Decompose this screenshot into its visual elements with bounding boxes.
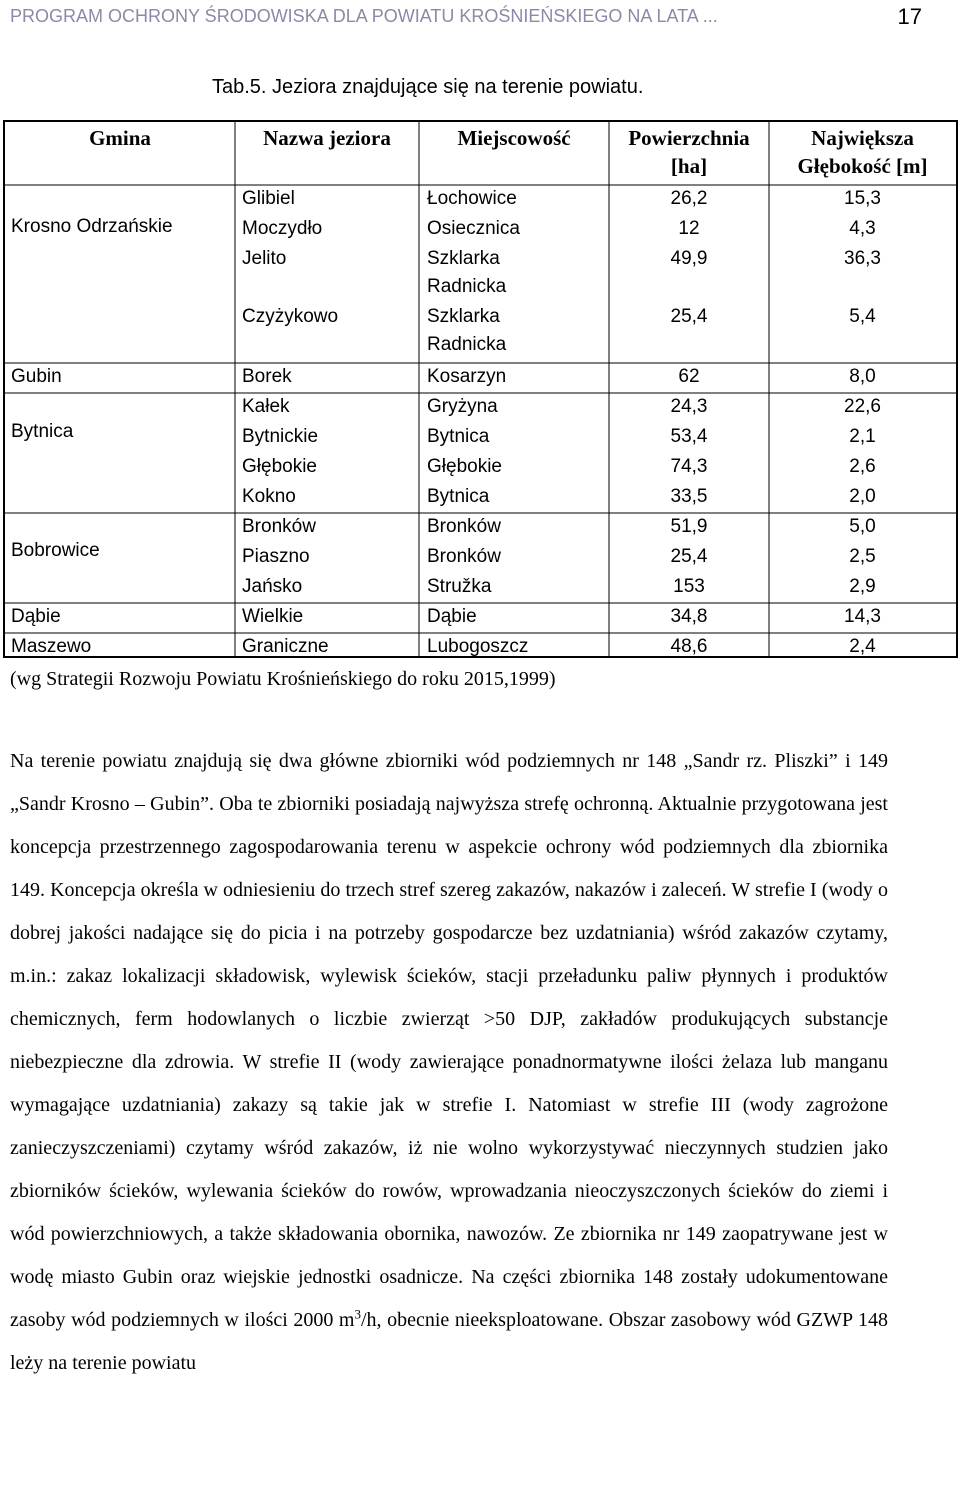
- paragraph-text-part-2: /h, obecnie nieeksploatowane. Obszar zasobowy wód GZWP 148 leży na terenie powiatu: [10, 1309, 888, 1374]
- running-title: PROGRAM OCHRONY ŚRODOWISKA DLA POWIATU KROŚNIEŃSKIEGO NA LATA ...: [10, 6, 718, 26]
- area-cell: 25,4: [670, 546, 708, 567]
- header-depth-unit: Głębokość [m]: [797, 154, 928, 178]
- header-depth: Największa: [811, 126, 914, 150]
- depth-cell: 15,3: [844, 188, 881, 209]
- locality-cell: Gryżyna: [427, 396, 498, 417]
- area-cell: 34,8: [670, 606, 708, 627]
- gmina-cell: Bytnica: [11, 421, 74, 442]
- lakes-table: [3, 120, 958, 658]
- depth-cell: 5,4: [849, 306, 876, 327]
- paragraph-text: [10, 740, 888, 1385]
- locality-cell: Stružka: [427, 576, 492, 597]
- lake-name-cell: Kokno: [242, 486, 296, 507]
- paragraph-text-part-1: Na terenie powiatu znajdują się dwa główne zbiorniki wód podziemnych nr 148 „Sandr rz. Pliszki” i 149 „Sandr Krosno – Gubin”. Oba te zbiorniki posiadają najwyższa strefę ochronną. Aktualnie przygotowana jest koncepcja przestrzennego zagospodarowania terenu w aspekcie ochrony wód podziemnych dla zbiornika 149. Koncepcja określa w odniesieniu do trzech stref szereg zakazów, nakazów i zaleceń. W strefie I (wody o dobrej jakości nadające się do picia i na potrzeby gospodarcze bez uzdatniania) wśród zakazów czytamy, m.in.: zakaz lokalizacji składowisk, wylewisk ścieków, stacji przeładunku paliw płynnych i produktów chemicznych, ferm hodowlanych o liczbie zwierząt >50 DJP, zakładów produkujących substancje niebezpieczne dla zdrowia. W strefie II (wody zawierające ponadnormatywne ilości żelaza lub manganu wymagające uzdatniania) zakazy są takie jak w strefie I. Natomiast w strefie III (wody zagrożone zanieczyszczeniami) czytamy wśród zakazów, iż nie wolno wykorzystywać nieczynnych studzien jako zbiorników ścieków, wylewania ścieków do rowów, wprowadzania nieoczyszczonych ścieków do ziemi i wód powierzchniowych, a także składowania obornika, nawozów. Ze zbiornika nr 149 zaopatrywane jest w wodę miasto Gubin oraz wiejskie jednostki osadnicze. Na części zbiornika 148 zostały udokumentowane zasoby wód podziemnych w ilości 2000 m: [10, 750, 888, 1331]
- depth-cell: 22,6: [844, 396, 881, 417]
- area-cell: 51,9: [670, 516, 708, 537]
- locality-cell: Lubogoszcz: [427, 636, 529, 657]
- area-cell: 49,9: [670, 248, 708, 269]
- lake-name-cell: Kałek: [242, 396, 290, 417]
- lake-name-cell: Piaszno: [242, 546, 310, 567]
- depth-cell: 2,9: [849, 576, 876, 597]
- locality-cell: Szklarka: [427, 306, 500, 327]
- locality-cell: Bytnica: [427, 486, 490, 507]
- table-caption: Tab.5. Jeziora znajdujące się na terenie powiatu.: [212, 76, 644, 98]
- depth-cell: 2,5: [849, 546, 876, 567]
- locality-cell: Głębokie: [427, 456, 502, 477]
- locality-cell: Osiecznica: [427, 218, 520, 239]
- lake-name-cell: Bronków: [242, 516, 316, 537]
- locality-cell: Bytnica: [427, 426, 490, 447]
- running-header: [10, 4, 950, 34]
- locality-cell: Łochowice: [427, 188, 517, 209]
- header-gmina: Gmina: [89, 126, 151, 150]
- lake-name-cell: Jańsko: [242, 576, 303, 597]
- header-area-unit: [ha]: [670, 154, 708, 178]
- depth-cell: 4,3: [849, 218, 876, 239]
- area-cell: 74,3: [670, 456, 708, 477]
- lake-name-cell: Głębokie: [242, 456, 317, 477]
- area-cell: 33,5: [670, 486, 708, 507]
- locality-cell-line2: Radnicka: [427, 276, 507, 297]
- depth-cell: 14,3: [844, 606, 881, 627]
- area-cell: 62: [678, 366, 700, 387]
- depth-cell: 5,0: [849, 516, 876, 537]
- depth-cell: 2,1: [849, 426, 876, 447]
- header-locality: Miejscowość: [457, 126, 571, 150]
- header-lake-name: Nazwa jeziora: [263, 126, 391, 150]
- gmina-cell: Maszewo: [11, 636, 92, 657]
- source-note: (wg Strategii Rozwoju Powiatu Krośnieńskiego do roku 2015,1999): [10, 668, 556, 690]
- area-cell: 12: [678, 218, 700, 239]
- gmina-cell: Bobrowice: [11, 540, 100, 561]
- header-area: Powierzchnia: [628, 126, 750, 150]
- lake-name-cell: Czyżykowo: [242, 306, 339, 327]
- area-cell: 26,2: [670, 188, 708, 209]
- locality-cell: Dąbie: [427, 606, 477, 627]
- locality-cell: Kosarzyn: [427, 366, 507, 387]
- gmina-cell: Krosno Odrzańskie: [11, 216, 173, 237]
- area-cell: 48,6: [670, 636, 708, 657]
- area-cell: 24,3: [670, 396, 708, 417]
- depth-cell: 2,4: [849, 636, 876, 657]
- body-paragraph: [10, 740, 888, 1385]
- depth-cell: 2,6: [849, 456, 876, 477]
- gmina-cell: Gubin: [11, 366, 62, 387]
- locality-cell: Bronków: [427, 516, 501, 537]
- depth-cell: 2,0: [849, 486, 876, 507]
- lake-name-cell: Wielkie: [242, 606, 304, 627]
- lake-name-cell: Borek: [242, 366, 292, 387]
- area-cell: 153: [673, 576, 705, 597]
- area-cell: 25,4: [670, 306, 708, 327]
- lake-name-cell: Glibiel: [242, 188, 295, 209]
- locality-cell-line2: Radnicka: [427, 334, 507, 355]
- locality-cell: Bronków: [427, 546, 501, 567]
- lake-name-cell: Graniczne: [242, 636, 329, 657]
- superscript: 3: [354, 1306, 361, 1322]
- depth-cell: 8,0: [849, 366, 876, 387]
- gmina-cell: Dąbie: [11, 606, 61, 627]
- area-cell: 53,4: [670, 426, 708, 447]
- page-number: 17: [897, 4, 922, 29]
- lake-name-cell: Moczydło: [242, 218, 323, 239]
- lake-name-cell: Bytnickie: [242, 426, 319, 447]
- depth-cell: 36,3: [844, 248, 881, 269]
- lake-name-cell: Jelito: [242, 248, 287, 269]
- locality-cell: Szklarka: [427, 248, 500, 269]
